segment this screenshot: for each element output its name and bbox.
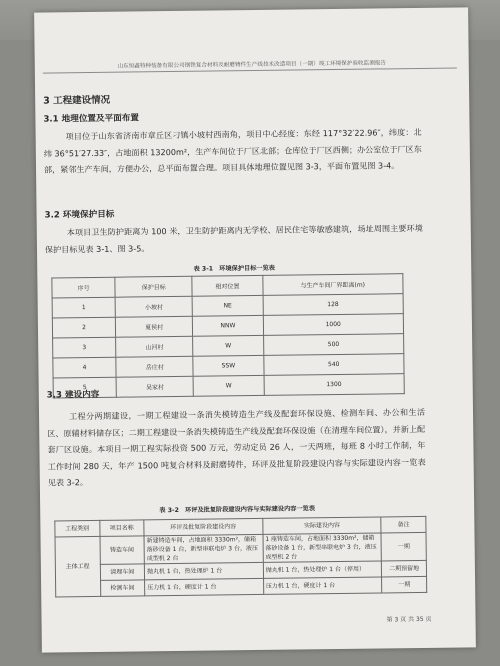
table-3-2-caption: 表 3-2 环评及批复阶段建设内容与实际建设内容一览表 [159, 505, 316, 515]
table-cell: 3 [53, 337, 116, 358]
table-header-cell: 与生产车间厂界距离(m) [262, 274, 403, 296]
table-cell: 540 [263, 354, 404, 376]
table-cell: 一期 [382, 576, 427, 593]
section-3-3-title: 3.3 建设内容 [46, 389, 100, 401]
table-cell: 2 [52, 317, 115, 338]
table-header-cell: 工程类别 [55, 520, 100, 537]
table-header-cell: 备注 [381, 516, 426, 533]
page-header: 山东恒鑫特种装备有限公司钢铁复合材料及耐磨铸件生产线技术改造项目（一期）竣工环境保护验收监测报告 [117, 60, 387, 70]
table-cell: NNW [193, 315, 263, 336]
table-row [55, 532, 426, 565]
table-3-2 [54, 516, 427, 598]
table-cell: 5 [53, 377, 116, 398]
page-number: 第 3 页 共 35 页 [386, 615, 432, 624]
section-3-2-title: 3.2 环境保护目标 [44, 209, 115, 221]
table-cell: 铸造车间 [100, 536, 145, 565]
section-3-2-text: 本项目卫生防护距离为 100 米，卫生防护距离内无学校、居民住宅等敏感建筑，场址周围主要环境保护目标见表 3-1、图 3-5。 [44, 222, 423, 255]
table-cell: 山河村 [116, 336, 193, 357]
table-cell: 一期 [381, 532, 426, 561]
table-cell: 抛丸机 1 台，热处理炉 1 台 [144, 562, 263, 579]
document-page [34, 7, 476, 652]
table-row [53, 374, 404, 398]
table-cell: 1000 [263, 314, 404, 336]
table-cell: 1 座铸造车间，占地面积 3330m²，储箱落砂设备 1 台，新型串联电炉 3 台，液压成型机 2 台 [263, 533, 382, 562]
table-cell: 吴家村 [116, 376, 193, 397]
table-cell-category: 主体工程 [55, 536, 100, 597]
table-header-cell: 环评及批复阶段建设内容 [144, 518, 263, 535]
section-3-1-text: 项目位于山东省济南市章丘区刁镇小坡村西南角，项目中心经度：东经 117°32′22.96″，纬度：北纬 36°51′27.33″，占地面积 13200m²，生产车间位于厂区北部；仓库位于厂区西侧；办公室位于厂区东部，紧邻生产车间，方便办公，总平面布置合理。项目具体地理位置见图 3-3，平面布置见图 3-4。 [43, 126, 422, 175]
table-cell: 小坡村 [115, 296, 192, 317]
table-cell: 500 [263, 334, 404, 356]
table-cell: 清理车间 [100, 564, 145, 581]
section-3-1-title: 3.1 地理位置及平面布置 [43, 113, 140, 125]
table-cell: 夏侯村 [116, 316, 193, 337]
table-cell: NE [192, 295, 262, 316]
table-header-cell: 相对位置 [192, 275, 262, 296]
table-cell: 检测车间 [100, 580, 145, 597]
table-cell: W [193, 335, 263, 356]
table-cell: 1300 [264, 374, 405, 396]
table-cell: 1 [52, 297, 115, 318]
table-cell: 二期预留地 [382, 560, 427, 577]
table-cell: 128 [263, 294, 404, 316]
table-cell: 新建铸造车间，占地面积 3330m²，储箱落砂设备 1 台，新型串联电炉 3 台，液压成型机 2 台 [144, 534, 263, 563]
table-cell: SSW [193, 355, 263, 376]
table-cell: 压力机 1 台，硬度计 1 台 [263, 577, 382, 594]
table-cell: 压力机 1 台，硬度计 1 台 [145, 578, 264, 595]
table-cell: 4 [53, 357, 116, 378]
section-3-3-text: 工程分两期建设，一期工程建设一条消失模铸造生产线及配套环保设施、检测车间、办公和生活区、原辅材料储存区；二期工程建设一条消失模铸造生产线及配套环保设施（在清理车间位置），并新上配套厂区设施。本项目一期工程实际投资 500 万元，劳动定员 26 人，一天两班，每班 8 小时工作制，年工作时间 280 天，年产 1500 吨复合材料及耐磨铸件，环评及批复阶段建设内容与实际建设内容一览表见表 3-2。 [47, 406, 426, 488]
table-header-cell: 保护目标 [115, 276, 192, 297]
table-header-cell: 项目名称 [99, 520, 144, 537]
table-cell: 抛丸机 1 台，热处理炉 1 台（停用） [263, 561, 382, 578]
table-3-1-caption: 表 3-1 环境保护目标一览表 [193, 264, 275, 273]
table-row [56, 576, 427, 597]
section-3-title: 3 工程建设情况 [43, 94, 111, 107]
table-cell: 岳庄村 [116, 356, 193, 377]
table-header-cell: 序号 [52, 277, 115, 298]
table-3-1 [51, 273, 404, 398]
table-header-cell: 实际建设内容 [263, 517, 382, 534]
table-cell: W [193, 375, 263, 396]
